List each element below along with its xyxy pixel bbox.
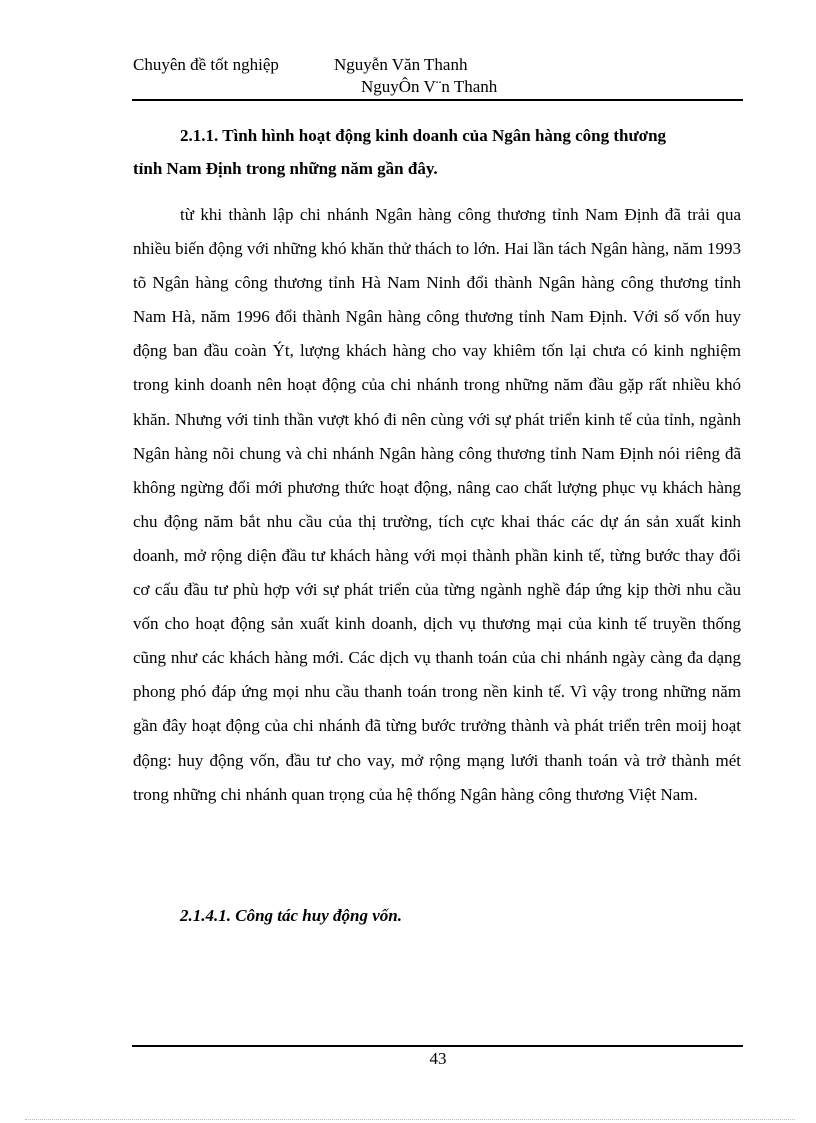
page-edge-dotted-line <box>25 1119 795 1120</box>
header-rule <box>132 99 743 101</box>
page-number: 43 <box>429 1049 447 1068</box>
section-heading <box>133 119 743 185</box>
body-paragraph-text: từ khi thành lập chi nhánh Ngân hàng công thương tỉnh Nam Định đã trải qua nhiều biến động với những khó khăn thử thách to lớn. Hai lần tách Ngân hàng, năm 1993 tõ Ngân hàng công thương tỉnh Hà Nam Ninh đổi thành Ngân hàng công thương tỉnh Nam Hà, năm 1996 đổi thành Ngân hàng công thương tỉnh Nam Định. Với số vốn huy động ban đầu coàn Ýt, lượng khách hàng cho vay khiêm tốn lại chưa có kinh nghiệm trong kinh doanh nên hoạt động của chi nhánh trong những năm đầu gặp rất nhiều khó khăn. Nhưng với tinh thần vượt khó đi nên cùng với sự phát triển kinh tế của tỉnh, ngành Ngân hàng nõi chung và chi nhánh Ngân hàng công thương tỉnh Nam Định nói riêng đã không ngừng đổi mới phương thức hoạt động, nâng cao chất lượng phục vụ khách hàng chu động năm bắt nhu cầu của thị trường, tích cực khai thác các dự án sản xuất kinh doanh, mở rộng diện đầu tư khách hàng với mọi thành phần kinh tế, từng bước thay đổi cơ cấu đầu tư phù hợp với sự phát triển của từng ngành nghề đáp ứng kịp thời nhu cầu vốn cho hoạt động sản xuất kinh doanh, dịch vụ thương mại của kinh tế truyền thống cũng như các khách hàng mới. Các dịch vụ thanh toán của chi nhánh ngày càng đa dạng phong phó đáp ứng mọi nhu cầu thanh toán trong nền kinh tế. Vì vậy trong những năm gần đây hoạt động của chi nhánh đã từng bước trưởng thành và phát triển trên moij hoạt động: huy động vốn, đầu tư cho vay, mở rộng mạng lưới thanh toán và trở thành mét trong những chi nhánh quan trọng của hệ thống Ngân hàng công thương Việt Nam. <box>133 205 741 804</box>
body-paragraph <box>133 198 741 812</box>
section-heading-line-1: 2.1.1. Tình hình hoạt động kinh doanh của Ngân hàng công thương <box>180 126 667 145</box>
section-heading-line-2: tỉnh Nam Định trong những năm gần đây. <box>133 159 438 178</box>
header-author-name-garbled: NguyÔn V¨n Thanh <box>361 77 498 96</box>
subsection-heading: 2.1.4.1. Công tác huy động vốn. <box>180 906 402 925</box>
header-author-name: Nguyễn Văn Thanh <box>334 55 468 74</box>
footer-rule <box>132 1045 743 1047</box>
header-document-label: Chuyên đề tốt nghiệp <box>133 55 279 74</box>
